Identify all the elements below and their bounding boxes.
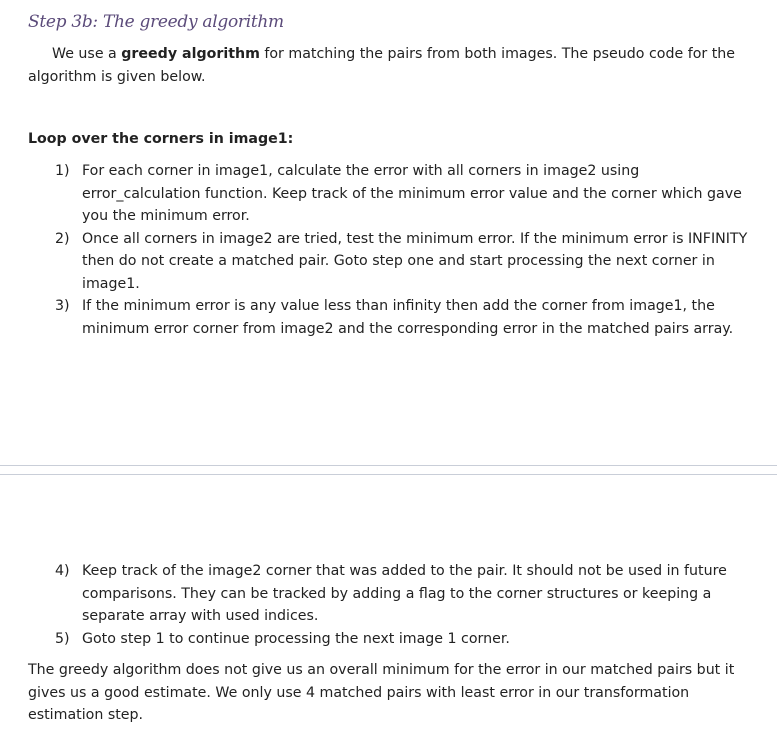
- step-item: [0, 228, 777, 296]
- step-item: [0, 295, 777, 340]
- step-number: 4): [55, 563, 70, 579]
- intro-suffix: for matching the pairs from both images. The pseudo code for the algorithm is given below.: [28, 46, 736, 85]
- intro-paragraph: [28, 43, 753, 88]
- page-break-line-top: [0, 465, 777, 466]
- step-item: [0, 560, 777, 628]
- step-text: If the minimum error is any value less than infinity then add the corner from image1, the minimum error corner from image2 and the corresponding error in the matched pairs array.: [82, 298, 734, 337]
- step-text: Keep track of the image2 corner that was added to the pair. It should not be used in future comparisons. They can be tracked by adding a flag to the corner structures or keeping a separate array with used indices.: [82, 563, 727, 624]
- section-heading: Step 3b: The greedy algorithm: [28, 12, 284, 32]
- step-text: Goto step 1 to continue processing the next image 1 corner.: [82, 630, 510, 647]
- step-item: [0, 628, 777, 651]
- step-number: 3): [55, 298, 70, 314]
- step-number: 1): [55, 163, 70, 179]
- intro-bold-term: greedy algorithm: [121, 46, 260, 62]
- steps-list-first: [0, 160, 777, 340]
- step-text: Once all corners in image2 are tried, test the minimum error. If the minimum error is INFINITY then do not create a matched pair. Goto step one and start processing the next corner in image1.: [82, 230, 748, 292]
- step-item: [0, 160, 777, 228]
- step-number: 2): [55, 230, 70, 247]
- page-break-line-bottom: [0, 474, 777, 475]
- loop-heading: Loop over the corners in image1:: [28, 131, 294, 147]
- step-text: For each corner in image1, calculate the error with all corners in image2 using error_calculation function. Keep track of the minimum error value and the corner which gave you the minimum error.: [82, 163, 742, 224]
- intro-prefix: We use a: [52, 46, 122, 62]
- closing-paragraph: The greedy algorithm does not give us an overall minimum for the error in our matched pairs but it gives us a good estimate. We only use 4 matched pairs with least error in our transformation estimation step.: [28, 662, 735, 723]
- steps-list-second: [0, 560, 777, 650]
- step-number: 5): [55, 630, 70, 647]
